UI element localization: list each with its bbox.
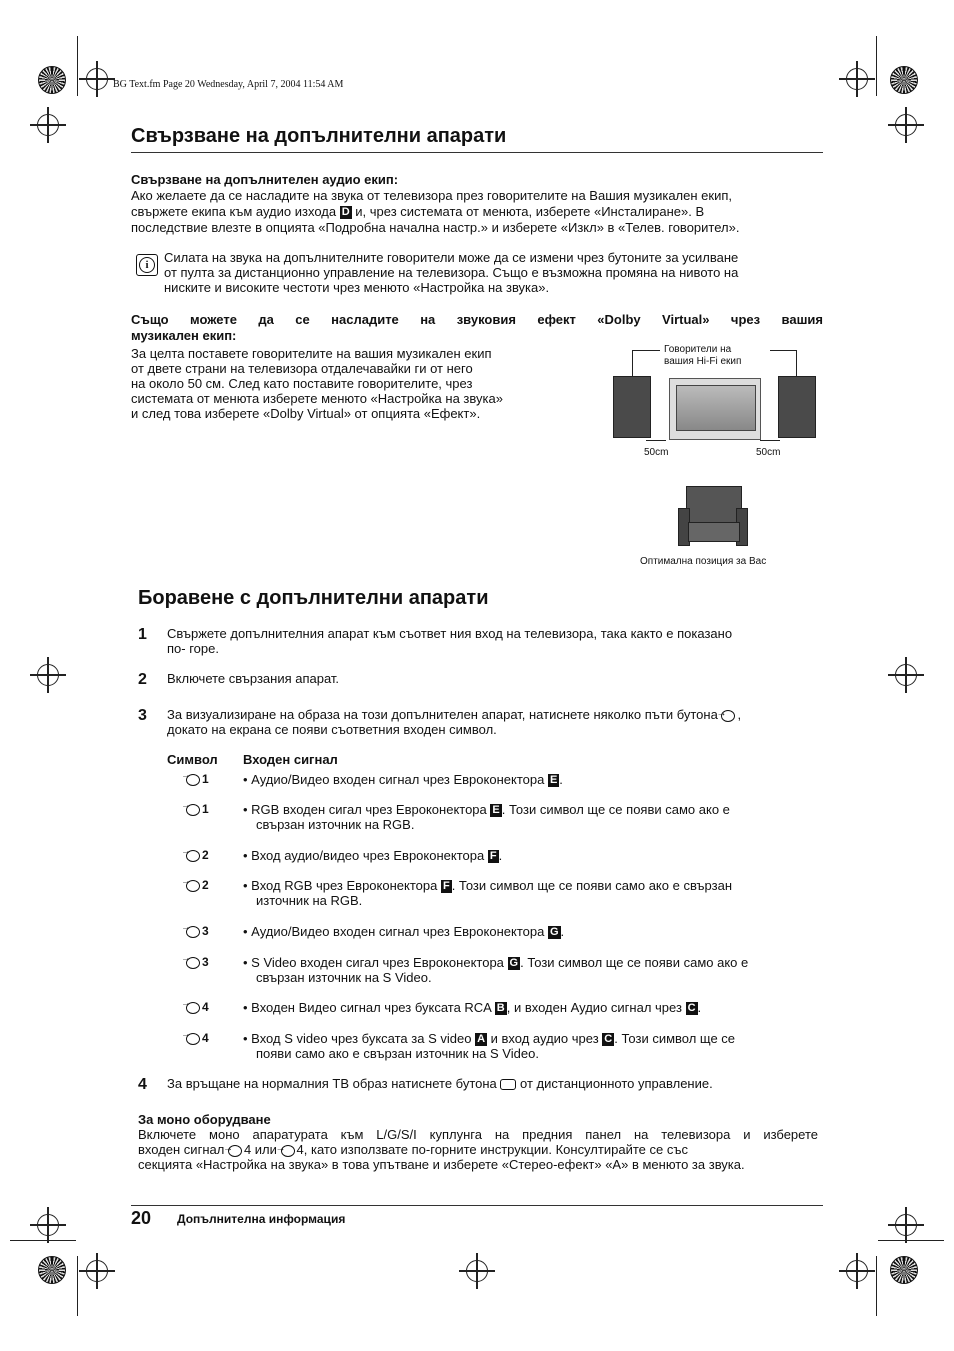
symbol-cell: →2 [186, 878, 209, 892]
distance-left: 50cm [644, 447, 669, 458]
step-text: За визуализиране на образа на този допълнителен апарат, натиснете няколко пъти бутона → , [167, 707, 741, 722]
symbol-cell: →3 [186, 955, 209, 969]
step-text: За връщане на нормалния ТВ образ натиснете бутона от дистанционното управление. [167, 1076, 713, 1091]
paragraph-line: последствие влезте в опцията «Подробна начална настр.» и изберете «Изкл» в «Телев. говорител». [131, 220, 740, 235]
svideo-input-icon [186, 957, 200, 969]
signal-row: • Вход RGB чрез Евроконектора F . Този символ ще се появи само ако е свързан [243, 878, 733, 893]
dolby-line: системата от менюта изберете менюто «Настройка на звука» [131, 391, 503, 406]
crosshair-mark [466, 1260, 488, 1282]
title-rule [131, 152, 823, 153]
dolby-line: на около 50 см. След като поставите говорителите, чрез [131, 376, 473, 391]
dolby-line: от двете страни на телевизора отдалечавайки ги от него [131, 361, 473, 376]
signal-row: • RGB входен сигал чрез Евроконектора E . Този символ ще се появи само ако е [243, 802, 730, 817]
crosshair-mark [86, 68, 108, 90]
symbol-cell: →4 [186, 1000, 209, 1014]
av-input-icon [186, 774, 200, 786]
registration-rosette [890, 1256, 918, 1284]
crop-mark [10, 1240, 76, 1241]
signal-row: • S Video входен сигал чрез Евроконектора G . Този символ ще се появи само ако е [243, 955, 749, 970]
connector-key-d: D [341, 206, 350, 219]
signal-row: • Вход S video чрез буксата за S video A и вход аудио чрез C . Този символ ще се [243, 1031, 736, 1046]
signal-row: • Аудио/Видео входен сигнал чрез Евроконектора E . [243, 772, 563, 787]
signal-row-cont: свързан източник на RGB. [256, 817, 415, 832]
diagram-label: Говорители на [664, 344, 732, 355]
signal-row: • Входен Видео сигнал чрез буксата RCA B , и входен Аудио сигнал чрез C . [243, 1000, 702, 1015]
sub-heading-audio: Свързване на допълнителен аудио екип: [131, 172, 399, 187]
signal-row-cont: свързан източник на S Video. [256, 970, 432, 985]
mono-line: входен сигнал → 4 или → 4, като използвате по-горните инструкции. Консултирайте се със [138, 1142, 818, 1157]
speaker-placement-diagram [600, 340, 830, 580]
crosshair-mark [37, 1214, 59, 1236]
av-input-icon [186, 850, 200, 862]
diagram-label: вашия Hi-Fi екип [664, 356, 742, 367]
signal-row: • Аудио/Видео входен сигнал чрез Евроконектора G . [243, 924, 565, 939]
paragraph-line: Ако желаете да се насладите на звука от телевизора през говорителите на Вашия музикален екип, [131, 188, 732, 203]
crosshair-mark [846, 1260, 868, 1282]
tv-button-icon [500, 1079, 516, 1090]
info-icon: i [136, 254, 158, 276]
step-number: 3 [138, 707, 147, 724]
left-speaker [613, 376, 651, 438]
symbol-cell: →2 [186, 848, 209, 862]
crop-mark [77, 1256, 78, 1316]
column-header-signal: Входен сигнал [243, 752, 338, 767]
sub-heading-dolby: Също можете да се насладите на звуковия ефект «Dolby Virtual» чрез вашия [131, 312, 823, 327]
diagram-caption: Оптимална позиция за Вас [640, 556, 767, 567]
crosshair-mark [895, 1214, 917, 1236]
crop-mark [878, 1240, 944, 1241]
crop-mark [876, 36, 877, 96]
info-line: от пулта за дистанционно управление на телевизора. Също е възможна промяна на нивото на [164, 265, 739, 280]
print-header-note: BG Text.fm Page 20 Wednesday, April 7, 2004 11:54 AM [113, 79, 344, 90]
step-text: по- горе. [167, 641, 219, 656]
step-number: 4 [138, 1076, 147, 1093]
mono-heading: За моно оборудване [138, 1112, 271, 1127]
signal-row: • Вход аудио/видео чрез Евроконектора F . [243, 848, 503, 863]
svideo-input-icon [186, 1033, 200, 1045]
info-line: ниските и високите честоти чрез менюто «Настройка на звука». [164, 280, 550, 295]
registration-rosette [890, 66, 918, 94]
section-title-operating: Боравене с допълнителни апарати [138, 587, 489, 609]
crop-mark [77, 36, 78, 96]
registration-rosette [38, 66, 66, 94]
step-number: 1 [138, 626, 147, 643]
av-input-icon [186, 1002, 200, 1014]
crosshair-mark [37, 114, 59, 136]
input-select-icon [721, 710, 735, 722]
step-text: Включете свързания апарат. [167, 671, 340, 686]
armchair [678, 486, 748, 546]
signal-row-cont: източник на RGB. [256, 893, 363, 908]
paragraph-line: свържете екипа към аудио изхода D и, чрез системата от менюта, изберете «Инсталиране». В [131, 204, 705, 219]
rgb-input-icon [186, 804, 200, 816]
column-header-symbol: Символ [167, 752, 218, 767]
mono-line: секцията «Настройка на звука» в това упътване и изберете «Стерео-ефект» «A» в менюто за звука. [138, 1157, 745, 1172]
crop-mark [876, 1256, 877, 1316]
step-text: Свържете допълнителния апарат към съответ ния вход на телевизора, така както е показано [167, 626, 733, 641]
symbol-cell: →1 [186, 772, 209, 786]
section-title-connecting: Свързване на допълнителни апарати [131, 125, 507, 147]
crosshair-mark [846, 68, 868, 90]
symbol-cell: →3 [186, 924, 209, 938]
symbol-cell: →4 [186, 1031, 209, 1045]
av-input-icon [186, 926, 200, 938]
svideo-input-icon [281, 1145, 295, 1157]
right-speaker [778, 376, 816, 438]
footer-section-name: Допълнителна информация [177, 1212, 346, 1226]
sub-heading-dolby-2: музикален екип: [131, 328, 237, 343]
registration-rosette [38, 1256, 66, 1284]
info-line: Силата на звука на допълнителните говорители може да се измени чрез бутоните за усилване [164, 250, 739, 265]
crosshair-mark [895, 114, 917, 136]
crosshair-mark [86, 1260, 108, 1282]
symbol-cell: →1 [186, 802, 209, 816]
page-number: 20 [131, 1208, 152, 1228]
distance-right: 50cm [756, 447, 781, 458]
step-number: 2 [138, 671, 147, 688]
dolby-line: и след това изберете «Dolby Virtual» от опцията «Ефект». [131, 406, 481, 421]
footer-rule [131, 1205, 823, 1206]
step-text: докато на екрана се появи съответния входен символ. [167, 722, 497, 737]
dolby-line: За целта поставете говорителите на вашия музикален екип [131, 346, 492, 361]
crosshair-mark [37, 664, 59, 686]
signal-row-cont: появи само ако е свързан източник на S Video. [256, 1046, 539, 1061]
rgb-input-icon [186, 880, 200, 892]
mono-line: Включете моно апаратурата към L/G/S/I куплунга на предния панел на телевизора и изберете [138, 1127, 818, 1142]
crosshair-mark [895, 664, 917, 686]
av-input-icon [228, 1145, 242, 1157]
tv-set [669, 378, 761, 440]
